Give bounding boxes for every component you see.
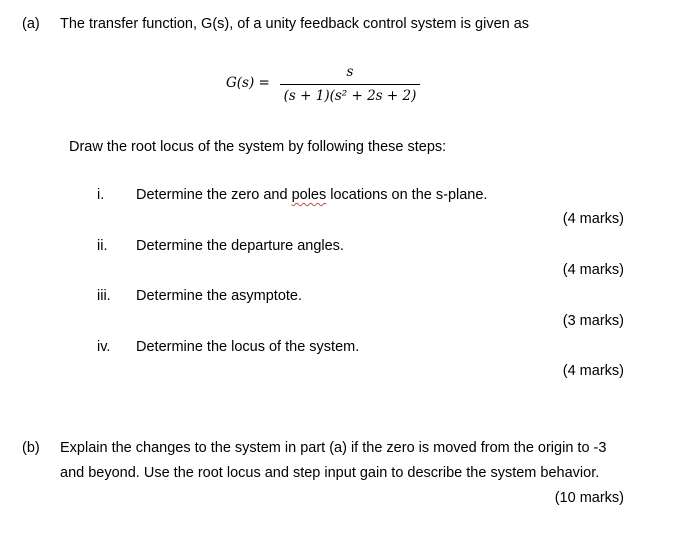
step-number: iii. <box>97 288 111 304</box>
step-number: iv. <box>97 339 111 355</box>
equation-numerator: s <box>346 64 354 80</box>
step-text: Determine the departure angles. <box>136 238 344 254</box>
part-b-line-1: Explain the changes to the system in part (a) if the zero is moved from the origin to -3 <box>60 440 607 456</box>
step-number: ii. <box>97 238 108 254</box>
step-number: i. <box>97 187 105 203</box>
marks-label: (3 marks) <box>562 313 624 329</box>
marks-label: (10 marks) <box>554 490 624 506</box>
step-text: Determine the asymptote. <box>136 288 303 304</box>
marks-label: (4 marks) <box>562 211 624 227</box>
step-text: Determine the locus of the system. <box>136 339 360 355</box>
step-text: Determine the zero and poles locations on the s-plane. <box>136 187 488 203</box>
part-b-line-2: and beyond. Use the root locus and step input gain to describe the system behavior. <box>60 465 600 481</box>
spellcheck-flagged-word: poles <box>291 187 327 203</box>
part-b-label: (b) <box>22 440 40 456</box>
part-a-intro: The transfer function, G(s), of a unity feedback control system is given as <box>60 16 530 32</box>
part-a-label: (a) <box>22 16 40 32</box>
instruction-text: Draw the root locus of the system by following these steps: <box>69 139 447 155</box>
marks-label: (4 marks) <box>562 363 624 379</box>
equation-lhs: G(s) = <box>226 75 270 91</box>
fraction-bar <box>280 84 420 85</box>
marks-label: (4 marks) <box>562 262 624 278</box>
equation-denominator: (s + 1)(s² + 2s + 2) <box>283 88 417 104</box>
